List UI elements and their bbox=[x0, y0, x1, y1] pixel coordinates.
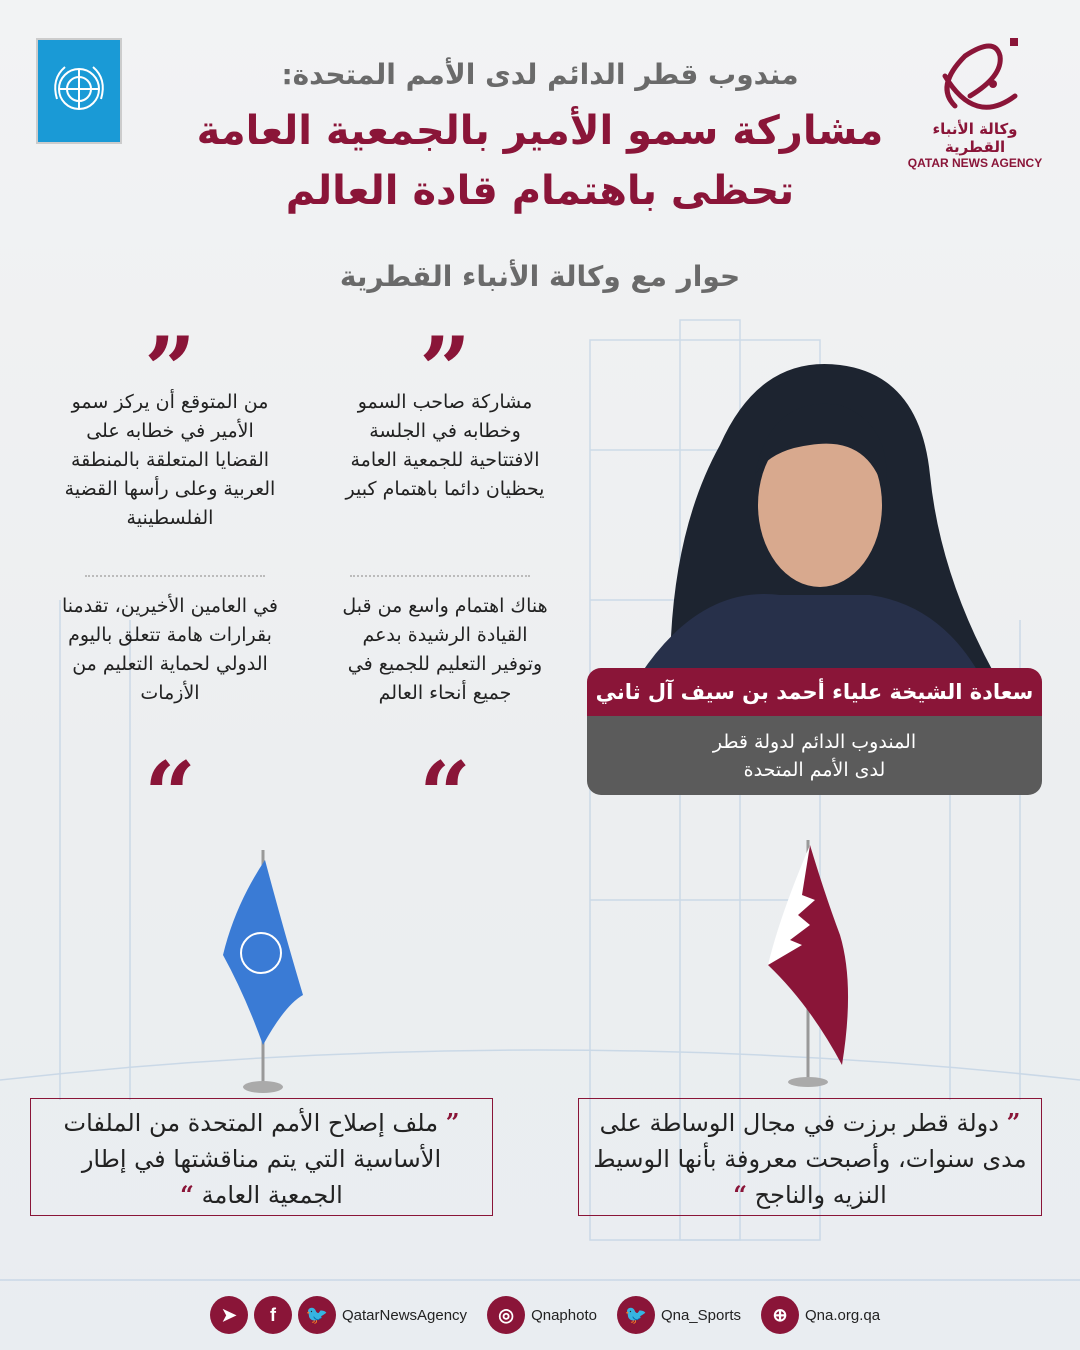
divider bbox=[85, 575, 265, 577]
quote-open-icon: ” bbox=[445, 1108, 460, 1137]
social-footer bbox=[210, 1296, 880, 1334]
highlight-box-mediation bbox=[578, 1098, 1042, 1216]
quote-close-icon: “ bbox=[144, 742, 196, 848]
person-role bbox=[587, 716, 1042, 795]
title-line-1: مشاركة سمو الأمير بالجمعية العامة bbox=[196, 108, 884, 154]
agency-name-en: QATAR NEWS AGENCY bbox=[907, 156, 1043, 170]
highlight-text: دولة قطر برزت في مجال الوساطة على مدى سنوات، وأصبحت معروفة بأنها الوسيط النزيه والناجح bbox=[593, 1109, 1027, 1209]
quote-text: هناك اهتمام واسع من قبل القيادة الرشيدة بدعم وتوفير التعليم للجميع في جميع أنحاء العالم bbox=[342, 595, 548, 704]
quote-open-icon: ” bbox=[1006, 1108, 1021, 1137]
social-handle-qatarnewsagency[interactable]: QatarNewsAgency bbox=[342, 1306, 468, 1324]
telegram-icon[interactable]: ➤ bbox=[210, 1296, 248, 1334]
quote-text: في العامين الأخيرين، تقدمنا بقرارات هامة تتعلق باليوم الدولي لحماية التعليم من الأزمات bbox=[62, 595, 278, 704]
twitter-icon[interactable]: 🐦 bbox=[298, 1296, 336, 1334]
qatar-flag bbox=[760, 835, 860, 1090]
person-role-line-2: لدى الأمم المتحدة bbox=[743, 759, 886, 781]
agency-name-ar: وكالة الأنباء القطرية bbox=[932, 120, 1018, 156]
person-role-line-1: المندوب الدائم لدولة قطر bbox=[712, 731, 917, 753]
globe-icon[interactable]: ⊕ bbox=[761, 1296, 799, 1334]
un-logo bbox=[36, 38, 122, 144]
website-link[interactable]: Qna.org.qa bbox=[805, 1306, 881, 1324]
quote-text: من المتوقع أن يركز سمو الأمير في خطابه على القضايا المتعلقة بالمنطقة العربية وعلى رأسها القضية الفلسطينية bbox=[64, 391, 276, 529]
quote-text: مشاركة صاحب السمو وخطابه في الجلسة الافتتاحية للجمعية العامة يحظيان دائما باهتمام كبير bbox=[345, 391, 545, 500]
portrait-photo bbox=[610, 355, 1000, 675]
un-flag bbox=[215, 845, 310, 1100]
twitter-icon[interactable]: 🐦 bbox=[617, 1296, 655, 1334]
social-handle-qna-sports[interactable]: Qna_Sports bbox=[660, 1306, 741, 1324]
highlight-box-reform bbox=[30, 1098, 493, 1216]
quote-close-icon: “ bbox=[180, 1180, 194, 1209]
person-name-banner bbox=[587, 668, 1042, 795]
un-emblem-icon bbox=[47, 59, 111, 123]
person-name: سعادة الشيخة علياء أحمد بن سيف آل ثاني bbox=[587, 668, 1042, 716]
instagram-icon[interactable]: ◎ bbox=[487, 1296, 525, 1334]
highlight-text: ملف إصلاح الأمم المتحدة من الملفات الأساسية التي يتم مناقشتها في إطار الجمعية العامة bbox=[63, 1109, 442, 1209]
qna-emblem-icon bbox=[925, 36, 1025, 116]
facebook-icon[interactable]: f bbox=[254, 1296, 292, 1334]
subtitle: مندوب قطر الدائم لدى الأمم المتحدة: bbox=[281, 58, 799, 91]
quote-close-icon: “ bbox=[733, 1180, 748, 1209]
quote-open-icon: ” bbox=[419, 317, 471, 423]
quote-open-icon: ” bbox=[144, 317, 196, 423]
divider bbox=[350, 575, 530, 577]
quote-close-icon: “ bbox=[419, 742, 471, 848]
title-line-2: تحظى باهتمام قادة العالم bbox=[285, 168, 795, 214]
social-handle-qnaphoto[interactable]: Qnaphoto bbox=[531, 1306, 597, 1324]
interview-subtitle: حوار مع وكالة الأنباء القطرية bbox=[339, 260, 741, 293]
